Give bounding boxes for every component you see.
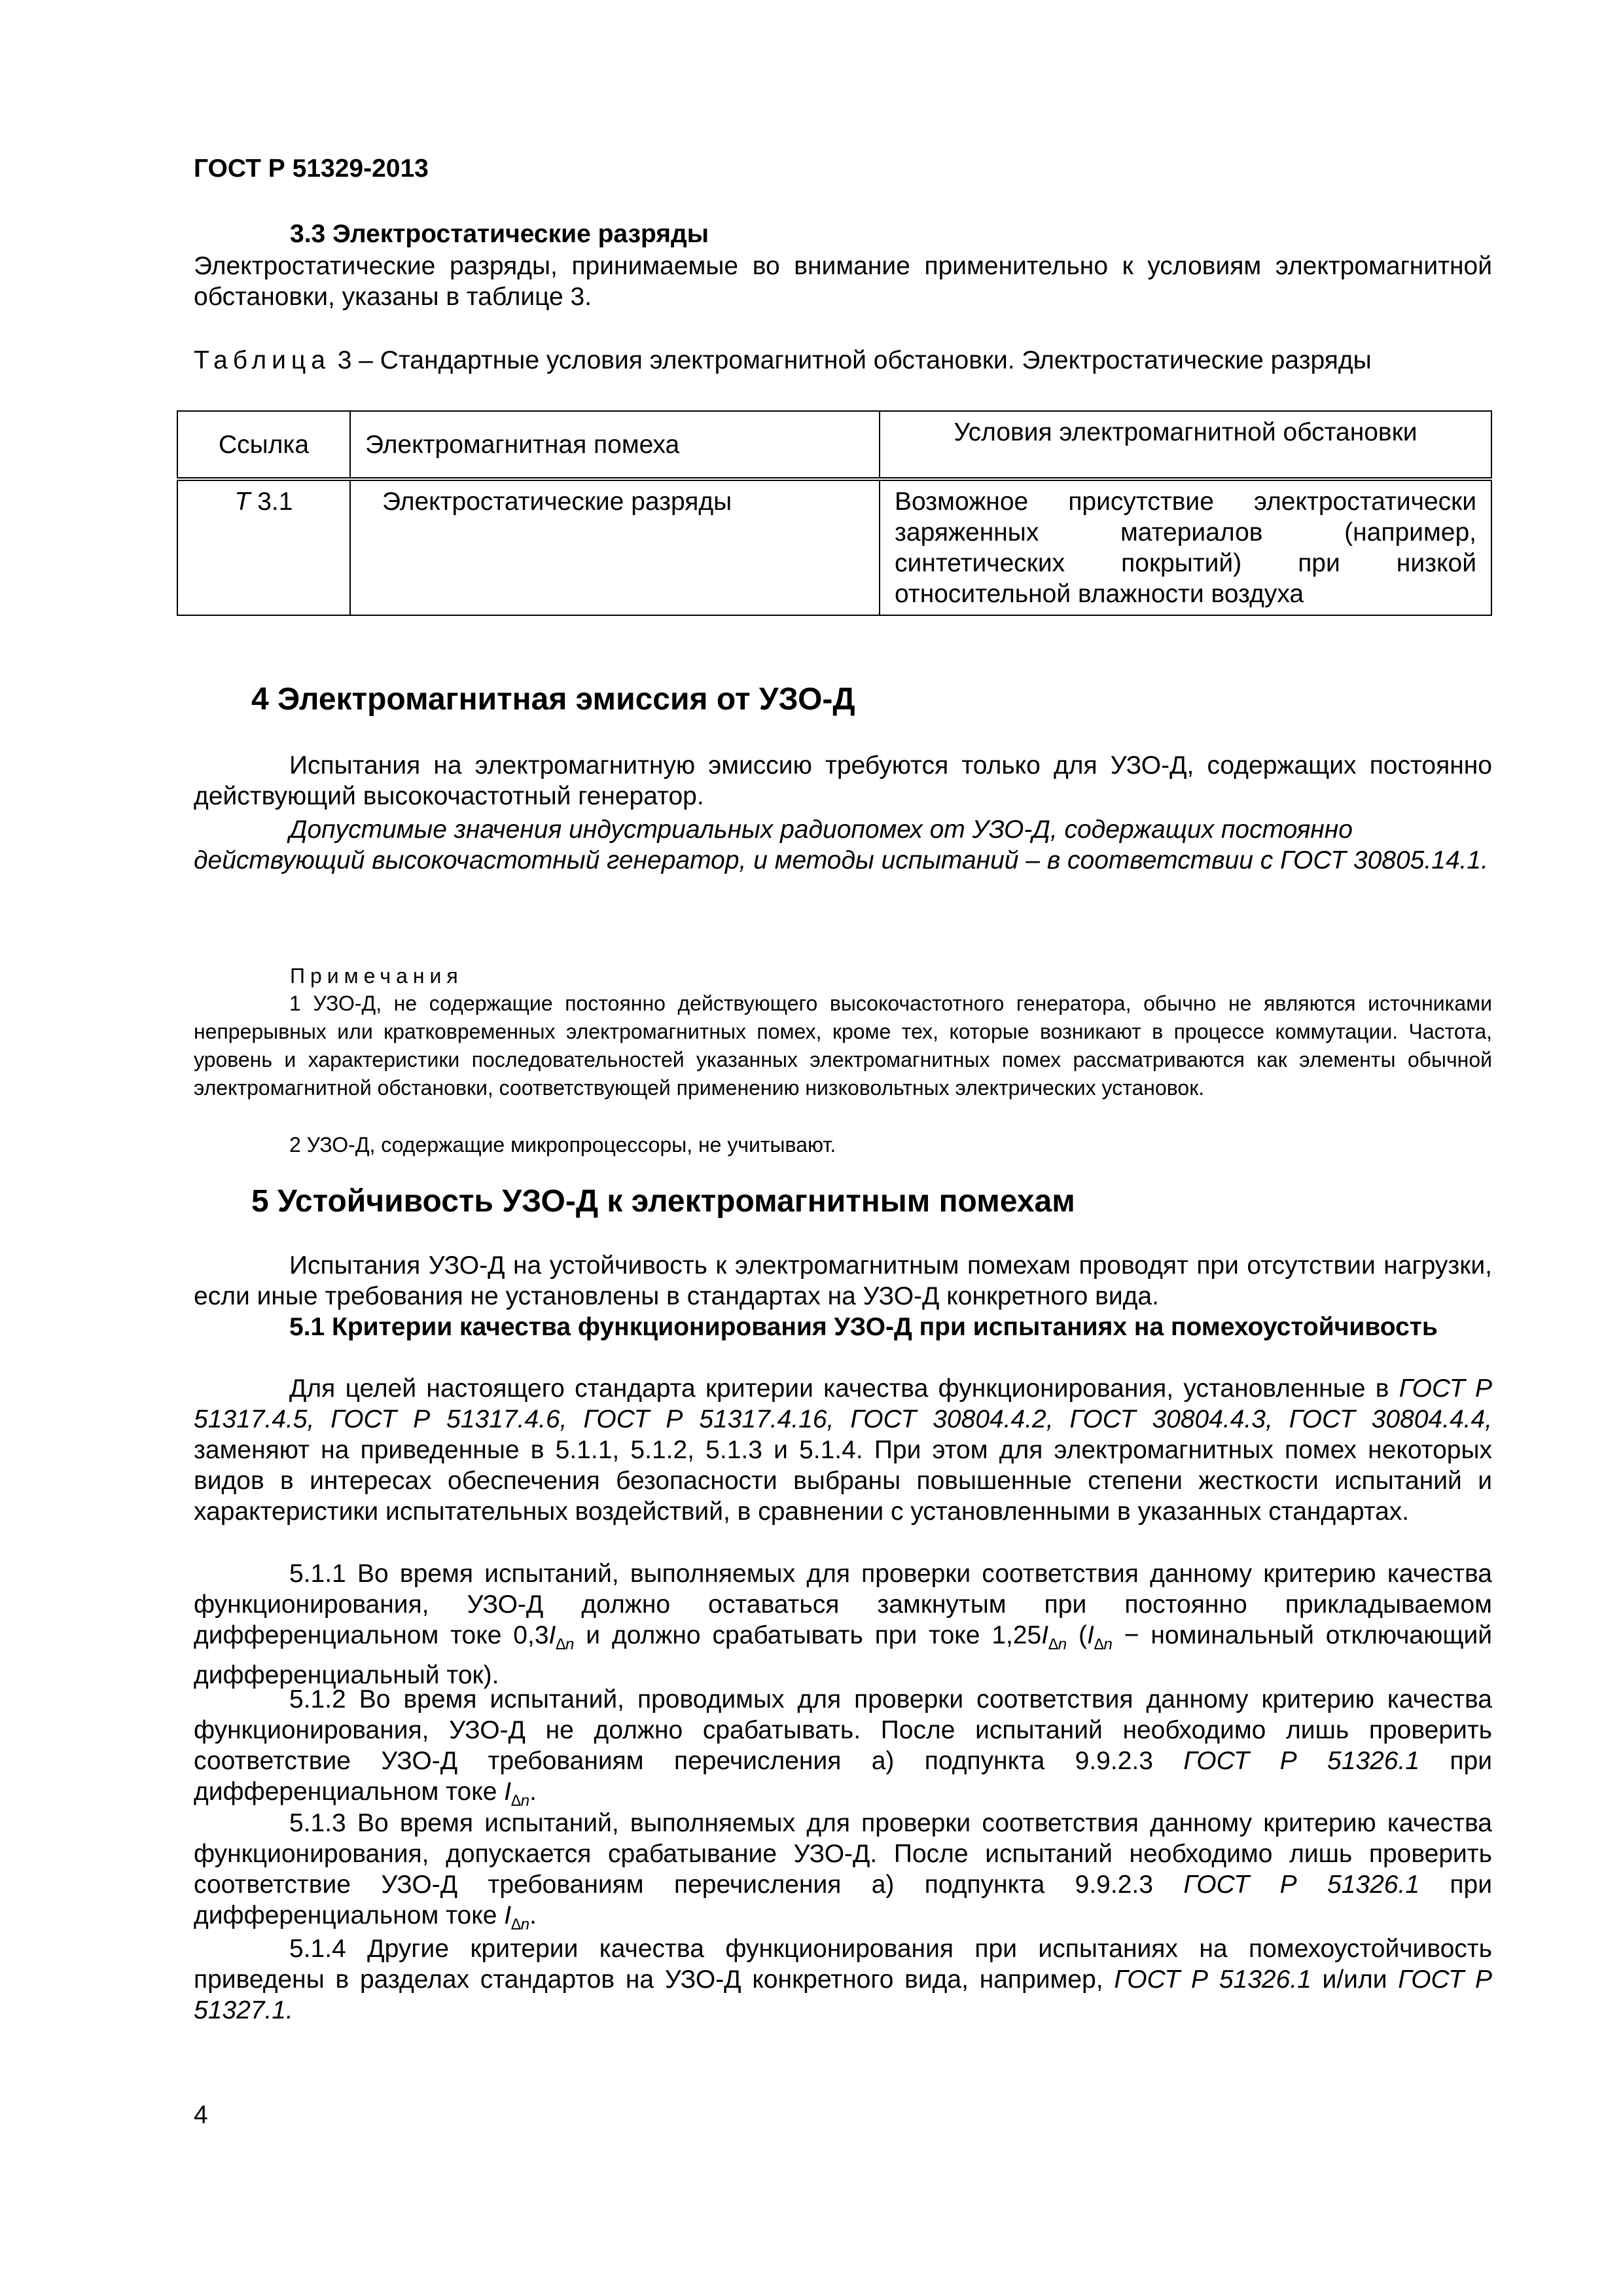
table-cell-ref xyxy=(177,479,350,615)
ref-letter: Т xyxy=(234,488,251,516)
text-span: 5.1.2 Во время испытаний, проводимых для проверки соответствия данному критерию качества функционирования, УЗО-Д не должно срабатывать. После испытаний необходимо лишь проверить соответствие УЗО-Д требованиям перечисления а) подпункта 9.9.2.3 xyxy=(194,1685,1492,1775)
note-2: 2 УЗО-Д, содержащие микропроцессоры, не учитывают. xyxy=(289,1133,836,1157)
clause-5-1-1 xyxy=(194,1558,1492,1691)
table-header-conditions: Условия электромагнитной обстановки xyxy=(880,411,1491,479)
table-header-ref: Ссылка xyxy=(177,411,350,479)
symbol-i: I xyxy=(548,1621,556,1649)
text-span: . xyxy=(529,1901,537,1929)
table-caption-prefix: Таблица xyxy=(194,346,330,374)
note-1: 1 УЗО-Д, не содержащие постоянно действующего высокочастотного генератора, обычно не являются источниками непрерывных или кратковременных электромагнитных помех, кроме тех, которые возникают в процессе коммутации. Частота, уровень и характеристики последовательностей указанных электромагнитных помех рассматриваются как элементы обычной электромагнитной обстановки, соответствующей применению низковольтных электрических установок. xyxy=(194,992,1492,1100)
symbol-subscript: ∆n xyxy=(511,1915,530,1933)
section-5-paragraph-1: Испытания УЗО-Д на устойчивость к электромагнитным помехам проводят при отсутствии нагрузки, если иные требования не установлены в стандартах на УЗО-Д конкретного вида. xyxy=(194,1251,1492,1310)
standard-reference: ГОСТ Р 51326.1 xyxy=(1114,1965,1311,1994)
text-span: ( xyxy=(1067,1621,1087,1649)
symbol-i: I xyxy=(1041,1621,1049,1649)
table-row xyxy=(177,479,1491,615)
text-span: при дифференциальном токе xyxy=(194,1747,1492,1806)
table-3 xyxy=(177,410,1492,616)
standards-references: ГОСТ Р 51317.4.5, ГОСТ Р 51317.4.6, ГОСТ Р 51317.4.16, ГОСТ 30804.4.2, ГОСТ 30804.4.3, ГОСТ 30804.4.4, xyxy=(194,1374,1492,1433)
text-span: при дифференциальном токе xyxy=(194,1871,1492,1929)
section-5-heading: 5 Устойчивость УЗО-Д к электромагнитным помехам xyxy=(251,1184,1075,1219)
page-number: 4 xyxy=(194,2101,208,2129)
subsection-5-1-heading: 5.1 Критерии качества функционирования УЗО-Д при испытаниях на помехоустойчивость xyxy=(289,1313,1438,1341)
text-span: Для целей настоящего стандарта критерии качества функционирования, установленные в xyxy=(289,1374,1399,1403)
text-span: и должно срабатывать при токе 1,25 xyxy=(574,1621,1042,1649)
text-span: − номинальный отключающий дифференциальный ток). xyxy=(194,1621,1493,1689)
table-cell-phenomenon: Электростатические разряды xyxy=(350,479,880,615)
symbol-i: I xyxy=(1087,1621,1094,1649)
clause-5-1-4 xyxy=(194,1933,1492,2026)
text-span: и/или xyxy=(1311,1965,1399,1994)
symbol-subscript: ∆n xyxy=(511,1791,530,1810)
text-span: 5.1.3 Во время испытаний, выполняемых для проверки соответствия данному критерию качества функционирования, допускается срабатывание УЗО-Д. После испытаний необходимо лишь проверить соответствие УЗО-Д требованиям перечисления а) подпункта 9.9.2.3 xyxy=(194,1809,1492,1899)
text-span: 5.1.4 Другие критерии качества функционирования при испытаниях на помехоустойчивость приведены в разделах стандартов на УЗО-Д конкретного вида, например, xyxy=(194,1935,1492,1994)
clause-5-1-3 xyxy=(194,1808,1492,1940)
ref-number: 3.1 xyxy=(257,488,293,516)
text-span: заменяют на приведенные в 5.1.1, 5.1.2, 5.1.3 и 5.1.4. При этом для электромагнитных помех некоторых видов в интересах обеспечения безопасности выбраны повышенные степени жесткости испытаний и характеристики испытательных воздействий, в сравнении с установленными в указанных стандартах. xyxy=(194,1436,1492,1526)
symbol-i: I xyxy=(504,1901,512,1929)
symbol-i: I xyxy=(504,1778,512,1806)
standard-reference: ГОСТ Р 51326.1 xyxy=(1183,1747,1420,1775)
clause-5-1-2 xyxy=(194,1684,1492,1816)
notes-title: Примечания xyxy=(290,964,463,988)
symbol-subscript: ∆n xyxy=(1094,1635,1113,1653)
table-header-row xyxy=(177,411,1491,479)
section-4-paragraph-1: Испытания на электромагнитную эмиссию требуются только для УЗО-Д, содержащих постоянно действующий высокочастотный генератор. xyxy=(194,751,1492,810)
section-3-3-paragraph: Электростатические разряды, принимаемые во внимание применительно к условиям электромагнитной обстановки, указаны в таблице 3. xyxy=(194,252,1492,311)
table-header-phenomenon: Электромагнитная помеха xyxy=(350,411,880,479)
subsection-5-1-paragraph xyxy=(194,1373,1492,1527)
table-3-caption xyxy=(194,345,1372,376)
standard-reference: ГОСТ Р 51326.1 xyxy=(1183,1871,1420,1899)
section-4-paragraph-2: Допустимые значения индустриальных радиопомех от УЗО-Д, содержащих постоянно действующий высокочастотный генератор, и методы испытаний – в соответствии с ГОСТ 30805.14.1. xyxy=(194,816,1488,874)
standard-reference: ГОСТ Р 51327.1. xyxy=(194,1965,1493,2024)
document-code: ГОСТ Р 51329-2013 xyxy=(194,154,429,183)
section-3-3-heading: 3.3 Электростатические разряды xyxy=(290,220,709,248)
text-span: . xyxy=(529,1778,537,1806)
text-span: 5.1.1 Во время испытаний, выполняемых для проверки соответствия данному критерию качества функционирования, УЗО-Д должно оставаться замкнутым при постоянно прикладываемом дифференциальном токе 0,3 xyxy=(194,1560,1492,1649)
symbol-subscript: ∆n xyxy=(1048,1635,1067,1653)
section-4-heading: 4 Электромагнитная эмиссия от УЗО-Д xyxy=(251,682,855,717)
table-caption-text: 3 – Стандартные условия электромагнитной обстановки. Электростатические разряды xyxy=(330,346,1372,374)
symbol-subscript: ∆n xyxy=(556,1635,575,1653)
table-cell-conditions: Возможное присутствие электростатически заряженных материалов (например, синтетических покрытий) при низкой относительной влажности воздуха xyxy=(880,479,1491,615)
